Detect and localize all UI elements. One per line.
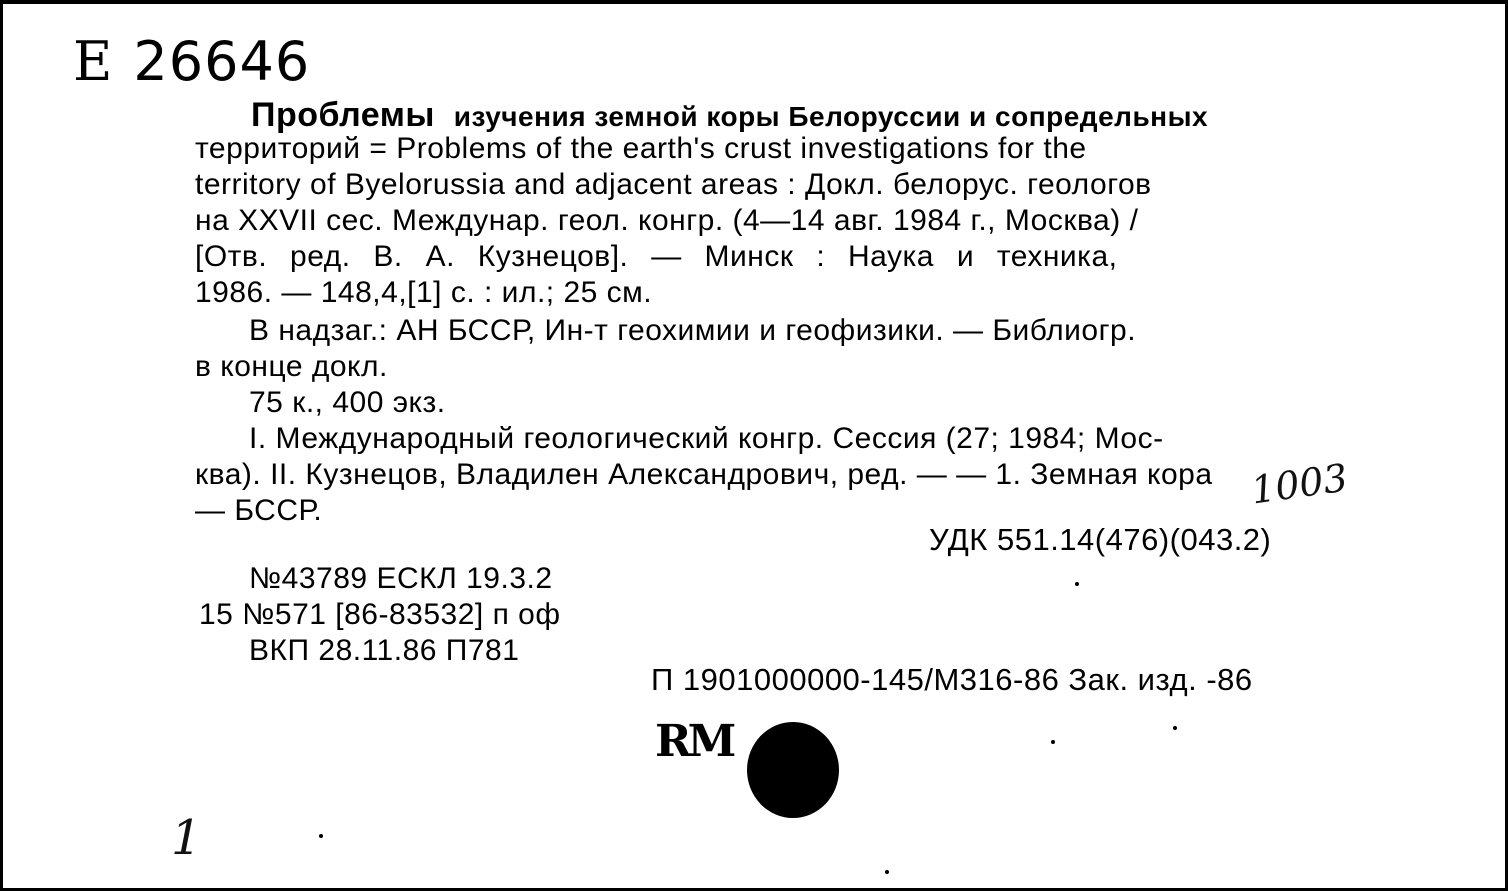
- call-number-letter: Е: [73, 30, 114, 93]
- title-bold: Проблемы: [251, 96, 435, 134]
- call-number: [73, 30, 310, 93]
- body-line-8: в конце докл.: [195, 350, 388, 383]
- call-number-digits: 26646: [133, 30, 311, 93]
- catalog-line-2: 15 №571 [86-83532] п оф: [199, 598, 561, 631]
- title-line-1: [251, 98, 1208, 132]
- body-line-11: ква). II. Кузнецов, Владилен Александрович, ред. — — 1. Земная кора: [195, 458, 1213, 491]
- body-line-4: на XXVII сес. Междунар. геол. конгр. (4—14 авг. 1984 г., Москва) /: [195, 204, 1139, 237]
- udk-code: УДК 551.14(476)(043.2): [929, 522, 1272, 557]
- handwritten-mark: 1: [171, 810, 202, 866]
- body-line-3: territory of Byelorussia and adjacent areas : Докл. белорус. геологов: [195, 168, 1152, 201]
- body-line-2: территорий = Problems of the earth's crust investigations for the: [195, 132, 1087, 165]
- title-continuation: изучения земной коры Белоруссии и сопредельных: [453, 101, 1209, 132]
- speck: [1173, 726, 1177, 730]
- catalog-line-1: №43789 ЕСКЛ 19.3.2: [249, 562, 553, 595]
- rm-mark: RM: [655, 716, 733, 767]
- speck: [1075, 582, 1079, 586]
- speck: [319, 834, 323, 838]
- catalog-line-3: ВКП 28.11.86 П781: [249, 634, 520, 667]
- speck: [885, 870, 889, 874]
- body-line-7: В надзаг.: АН БССР, Ин-т геохимии и геофизики. — Библиогр.: [249, 314, 1137, 347]
- handwritten-note: 1003: [1248, 455, 1351, 513]
- body-line-10: I. Международный геологический конгр. Сессия (27; 1984; Мос-: [249, 422, 1164, 455]
- body-line-5: [Отв. ред. В. А. Кузнецов]. — Минск : Наука и техника,: [195, 240, 1118, 273]
- body-line-12: — БССР.: [195, 494, 323, 527]
- speck: [1051, 740, 1055, 744]
- publisher-code: П 1901000000-145/М316-86 Зак. изд. -86: [651, 662, 1253, 697]
- body-line-6: 1986. — 148,4,[1] с. : ил.; 25 см.: [195, 276, 653, 309]
- punched-hole-mark: [747, 722, 839, 818]
- body-line-9: 75 к., 400 экз.: [249, 386, 446, 419]
